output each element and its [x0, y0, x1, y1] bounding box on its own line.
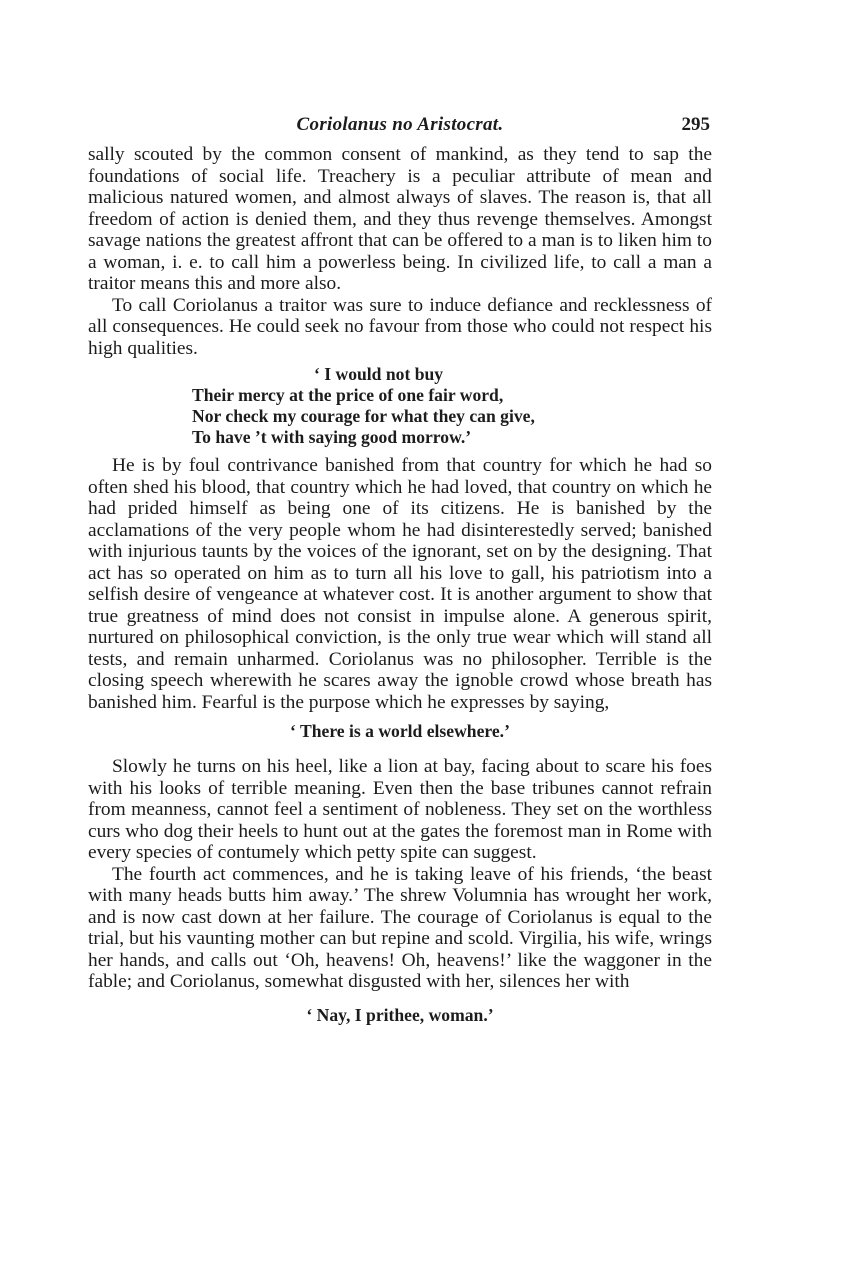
verse-line-1: ‘ I would not buy: [314, 364, 444, 384]
verse-line-4: To have ’t with saying good morrow.’: [192, 427, 472, 447]
page-number: 295: [681, 114, 710, 135]
paragraph-2: To call Coriolanus a traitor was sure to induce defiance and recklessness of all consequences. He could seek no favour from those who could not respect his high qualities.: [88, 294, 712, 359]
verse-quote-3: ‘ Nay, I prithee, woman.’: [306, 1004, 494, 1025]
verse-line-2: Their mercy at the price of one fair word,: [192, 385, 504, 405]
paragraph-5: The fourth act commences, and he is taking leave of his friends, ‘the beast with many heads butts him away.’ The shrew Volumnia has wrought her work, and is now cast down at her failure. The courage of Coriolanus is equal to the trial, but his vaunting mother can but repine and scold. Virgilia, his wife, wrings her hands, and calls out ‘Oh, heavens! Oh, heavens!’ like the waggoner in the fable; and Coriolanus, somewhat disgusted with her, silences her with: [88, 863, 712, 992]
running-title: Coriolanus no Aristocrat.: [296, 114, 504, 135]
paragraph-4: Slowly he turns on his heel, like a lion at bay, facing about to scare his foes with his looks of terrible meaning. Even then the base tribunes cannot refrain from meanness, cannot feel a sentiment of nobleness. They set on the worthless curs who dog their heels to hunt out at the gates the foremost man in Rome with every species of contumely which petty spite can suggest.: [88, 756, 712, 863]
page-header: [88, 110, 712, 144]
paragraph-1: sally scouted by the common consent of mankind, as they tend to sap the foundations of social life. Treachery is a peculiar attribute of mean and malicious natured women, and almost always of slaves. The reason is, that all freedom of action is denied them, and they thus revenge themselves. Amongst savage nations the greatest affront that can be offered to a man is to liken him to a woman, i. e. to call him a powerless being. In civilized life, to call a man a traitor means this and more also.: [88, 144, 712, 294]
verse-quote-1: [88, 364, 712, 448]
book-page: [88, 110, 712, 1026]
verse-quote-2: ‘ There is a world elsewhere.’: [290, 721, 510, 741]
paragraph-3: He is by foul contrivance banished from that country for which he had so often shed his blood, that country which he had loved, that country on which he had prided himself as being one of its citizens. He is banished by the acclamations of the very people whom he had disinterestedly served; banished with injurious taunts by the voices of the ignorant, set on by the designing. That act has so operated on him as to turn all his love to gall, his patriotism into a selfish desire of vengeance at whatever cost. It is another argument to show that true greatness of mind does not consist in impulse alone. A generous spirit, nurtured on philosophical conviction, is the only true wear which will stand all tests, and remain unharmed. Coriolanus was no philosopher. Terrible is the closing speech wherewith he scares away the ignoble crowd whose breath has banished him. Fearful is the purpose which he expresses by saying,: [88, 455, 712, 713]
verse-line-3: Nor check my courage for what they can give,: [192, 406, 535, 426]
